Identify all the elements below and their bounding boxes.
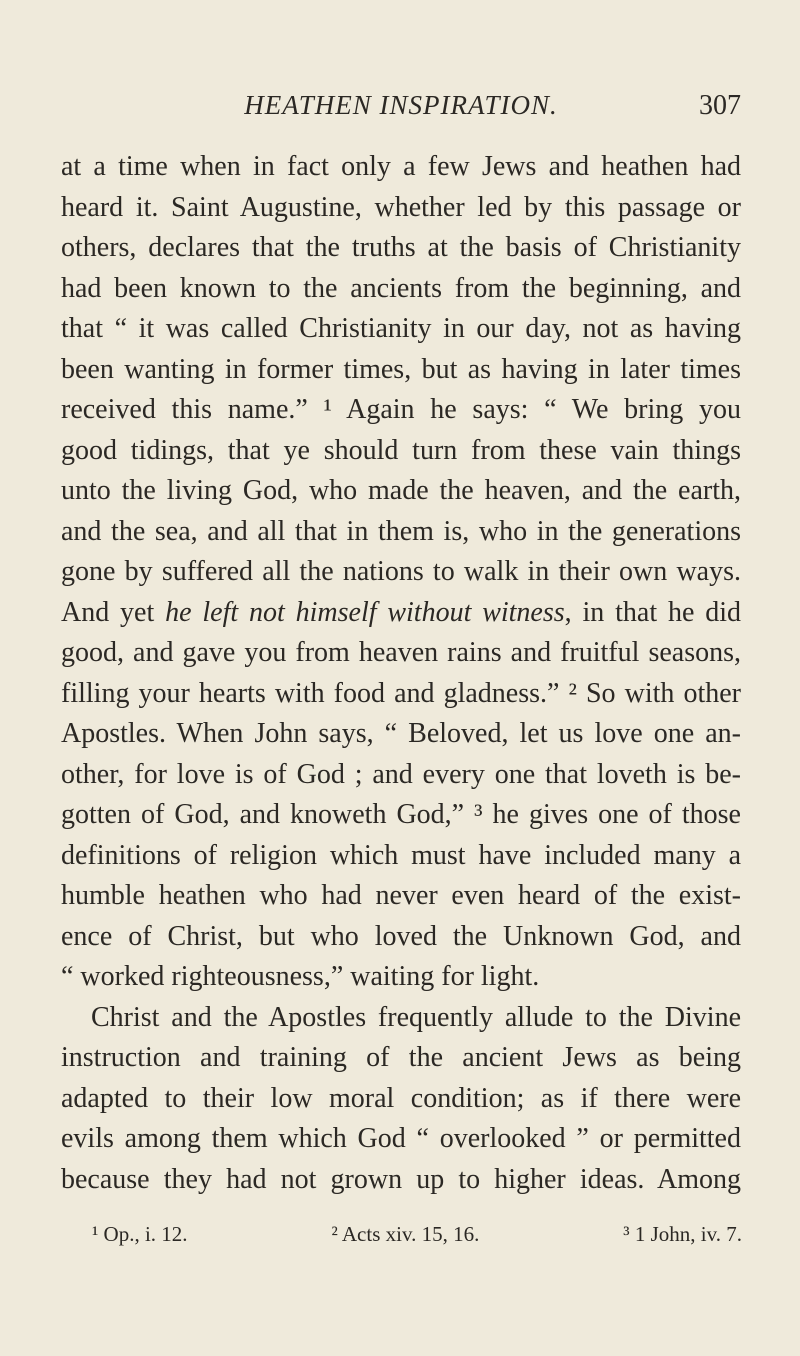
text-line: good, and gave you from heaven rains and fruitful seasons, — [61, 637, 741, 668]
text-line: “ worked righteousness,” waiting for light. — [61, 961, 540, 992]
text-line: gone by suffered all the nations to walk in their own ways. — [61, 556, 741, 587]
page-header — [61, 88, 741, 128]
footnote-3: ³ 1 John, iv. 7. — [623, 1222, 742, 1246]
text-line: and the sea, and all that in them is, who in the generations — [61, 515, 741, 547]
text-line: at a time when in fact only a few Jews and heathen had — [61, 151, 741, 182]
text-line: evils among them which God “ overlooked ” or permitted — [61, 1123, 741, 1154]
text-line: good tidings, that ye should turn from these vain things — [61, 434, 741, 466]
text-line: gotten of God, and knoweth God,” ³ he gives one of those — [61, 799, 741, 830]
text-line: humble heathen who had never even heard of the exist- — [61, 880, 741, 911]
text-line: because they had not grown up to higher ideas. Among — [61, 1163, 741, 1195]
text-line: Christ and the Apostles frequently allude to the Divine — [91, 1001, 741, 1033]
running-title: HEATHEN INSPIRATION. — [244, 90, 558, 120]
text-line: unto the living God, who made the heaven, and the earth, — [61, 475, 741, 506]
footnote-2: ² Acts xiv. 15, 16. — [331, 1222, 480, 1246]
text-line: that “ it was called Christianity in our day, not as having — [61, 313, 741, 344]
text-line: heard it. Saint Augustine, whether led by this passage or — [61, 191, 741, 223]
page-number: 307 — [699, 90, 741, 121]
text-line: Apostles. When John says, “ Beloved, let us love one an- — [61, 718, 741, 749]
text-line: adapted to their low moral condition; as if there were — [61, 1082, 741, 1114]
text-line: received this name.” ¹ Again he says: “ We bring you — [61, 394, 741, 425]
text-line: other, for love is of God ; and every one that loveth is be- — [61, 758, 741, 790]
text-line: definitions of religion which must have included many a — [61, 839, 741, 871]
italic-phrase: he left not himself without witness — [165, 596, 565, 628]
text-line: others, declares that the truths at the basis of Christianity — [61, 232, 741, 263]
text-line: And yet he left not himself without witness, in that he did — [61, 596, 741, 628]
text-line: instruction and training of the ancient Jews as being — [61, 1042, 741, 1073]
text-line: ence of Christ, but who loved the Unknown God, and — [61, 920, 741, 952]
text-line: been wanting in former times, but as having in later times — [61, 353, 741, 385]
footnotes — [92, 1222, 742, 1247]
text-line: filling your hearts with food and gladness.” ² So with other — [61, 677, 741, 709]
text-line: had been known to the ancients from the beginning, and — [61, 272, 741, 304]
body-text — [61, 147, 741, 1200]
footnote-1: ¹ Op., i. 12. — [92, 1222, 188, 1246]
